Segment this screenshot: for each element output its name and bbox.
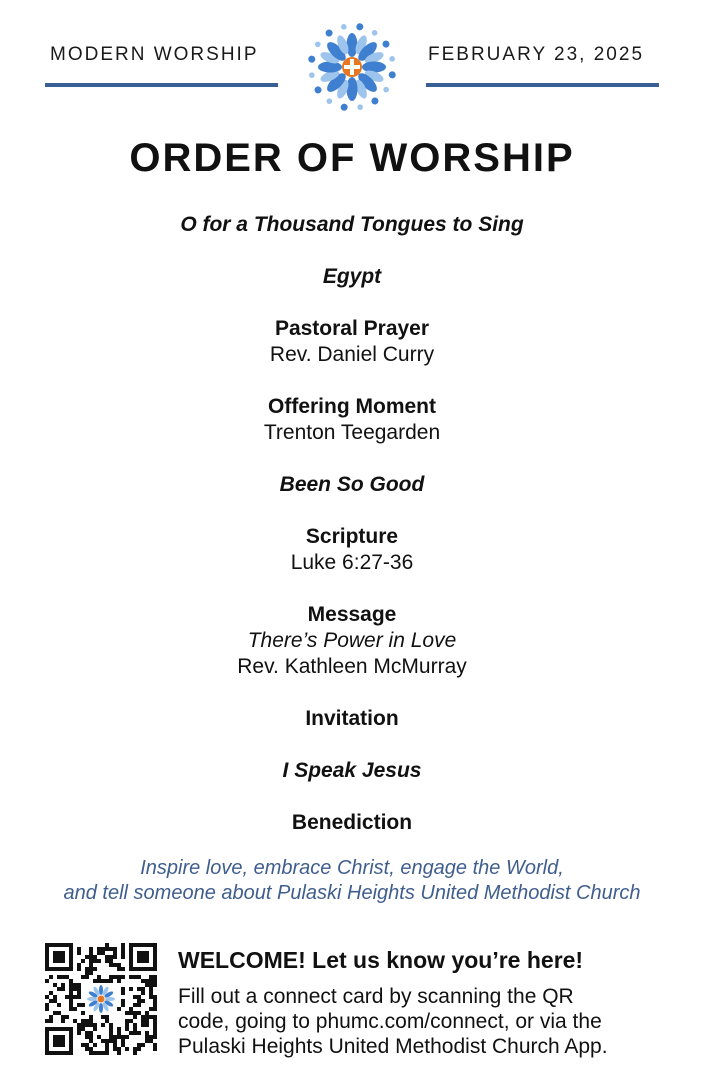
order-item [0, 472, 704, 498]
order-item [0, 758, 704, 784]
mission-line-2: and tell someone about Pulaski Heights United Methodist Church [63, 882, 641, 904]
header-left-label: MODERN WORSHIP [50, 44, 259, 65]
order-item-detail: Rev. Daniel Curry [269, 343, 435, 366]
page-title: ORDER OF WORSHIP [129, 136, 575, 180]
order-item-detail: Rev. Kathleen McMurray [237, 655, 467, 678]
order-item [0, 524, 704, 576]
song-title: O for a Thousand Tongues to Sing [180, 213, 524, 236]
qr-code-icon[interactable] [45, 943, 157, 1055]
song-title: Been So Good [279, 473, 425, 496]
header-rule-left [45, 83, 278, 87]
welcome-line-2: code, going to phumc.com/connect, or via the [178, 1010, 602, 1033]
welcome-line-1: Fill out a connect card by scanning the QR [178, 985, 574, 1008]
order-item-heading: Invitation [305, 707, 399, 730]
song-title: I Speak Jesus [282, 759, 422, 782]
song-title: Egypt [322, 265, 382, 288]
welcome-title: WELCOME! Let us know you’re here! [178, 947, 584, 973]
church-logo-icon [306, 21, 398, 113]
message-title: There’s Power in Love [247, 629, 457, 652]
order-of-worship-list [0, 212, 704, 862]
order-item [0, 810, 704, 836]
order-item-heading: Offering Moment [268, 395, 436, 418]
order-item-heading: Pastoral Prayer [274, 317, 430, 340]
order-item [0, 602, 704, 680]
welcome-line-3: Pulaski Heights United Methodist Church App. [178, 1035, 608, 1058]
order-item [0, 394, 704, 446]
order-item-detail: Luke 6:27-36 [290, 551, 414, 574]
order-item [0, 264, 704, 290]
header-date: FEBRUARY 23, 2025 [428, 44, 645, 65]
header-rule-right [426, 83, 659, 87]
welcome-block [178, 946, 688, 1059]
order-item [0, 706, 704, 732]
order-item-heading: Benediction [291, 811, 413, 834]
order-item-heading: Message [307, 603, 397, 626]
order-item [0, 212, 704, 238]
order-item-detail: Trenton Teegarden [263, 421, 441, 444]
mission-line-1: Inspire love, embrace Christ, engage the World, [140, 857, 564, 879]
welcome-text [178, 984, 688, 1059]
order-item [0, 316, 704, 368]
mission-statement [0, 856, 704, 906]
order-item-heading: Scripture [305, 525, 399, 548]
